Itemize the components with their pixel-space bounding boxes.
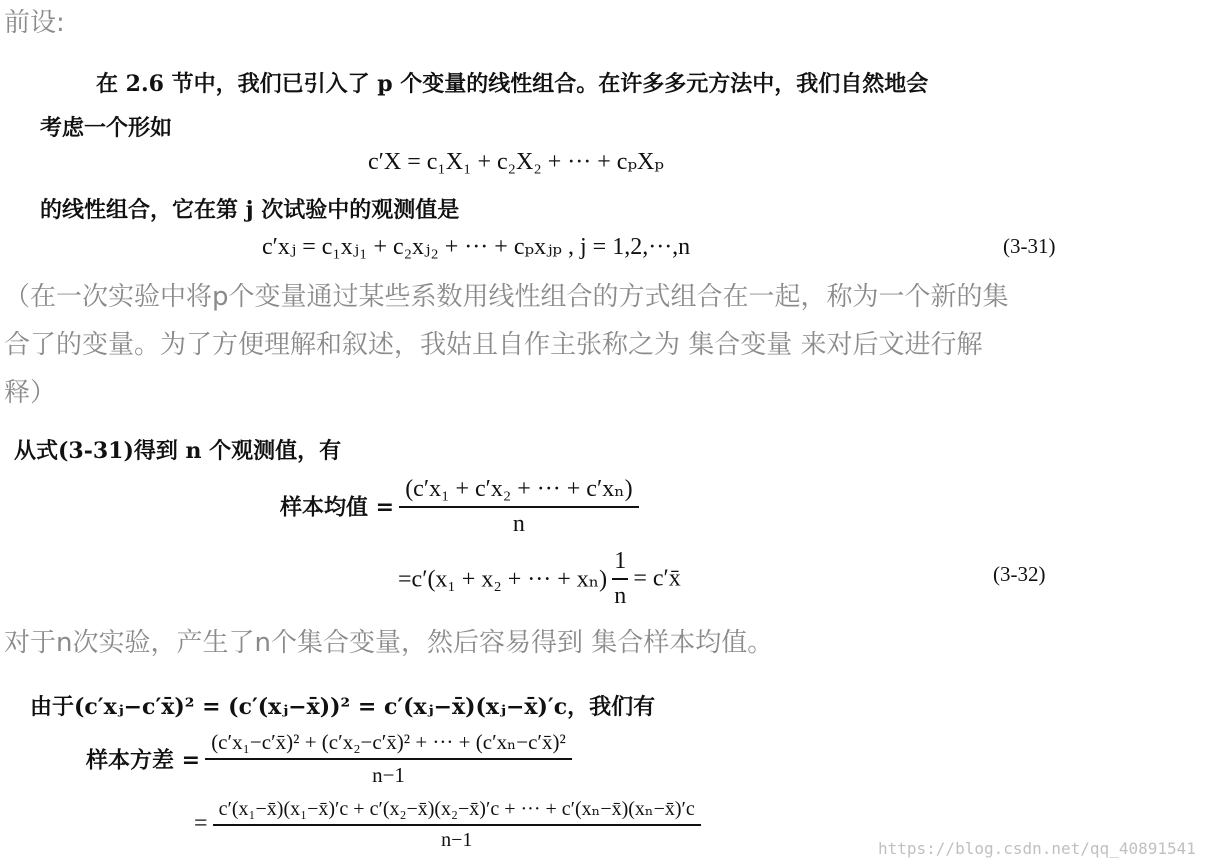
section-label: 前设: <box>4 8 65 38</box>
observation-equation: c′xⱼ = c₁xⱼ₁ + c₂xⱼ₂ + ··· + cₚxⱼₚ , j = 1,2,···,n <box>262 234 691 260</box>
book-since-variance: 由于(c′xⱼ−c′x̄)² = (c′(xⱼ−x̄))² = c′(xⱼ−x̄)(xⱼ−x̄)′c，我们有 <box>30 694 656 720</box>
note-collective-mean: 对于n次实验，产生了n个集合变量，然后容易得到 集合样本均值。 <box>4 628 774 658</box>
sample-mean-fraction <box>399 474 638 538</box>
sample-mean-equation <box>280 474 639 538</box>
sample-mean-denominator: n <box>512 511 525 537</box>
sample-variance-denominator: n−1 <box>372 763 405 787</box>
equation-number-3-32: (3-32) <box>993 562 1046 586</box>
sample-variance-fraction <box>205 730 572 788</box>
sample-mean-numerator: (c′x₁ + c′x₂ + ··· + c′xₙ) <box>399 474 638 508</box>
sample-variance-line2-fraction <box>213 796 701 852</box>
equation-number-3-31: (3-31) <box>1003 234 1056 258</box>
sample-mean-line2-tail: = c′x̄ <box>633 565 681 592</box>
one-over-n-fraction <box>612 548 628 610</box>
sample-variance-line2 <box>194 796 701 852</box>
one-over-n-denominator: n <box>614 583 627 609</box>
watermark: https://blog.csdn.net/qq_40891541 <box>878 839 1196 858</box>
book-paragraph-observation: 的线性组合，它在第 j 次试验中的观测值是 <box>40 197 460 223</box>
sample-mean-line2-lead: =c′(x₁ + x₂ + ··· + xₙ) <box>398 566 608 593</box>
sample-variance-line2-denominator: n−1 <box>441 829 473 851</box>
sample-variance-line2-numerator: c′(x₁−x̄)(x₁−x̄)′c + c′(x₂−x̄)(x₂−x̄)′c + ··· + c′(xₙ−x̄)(xₙ−x̄)′c <box>213 796 701 826</box>
book-intro-observations: 从式(3-31)得到 n 个观测值，有 <box>14 438 342 464</box>
sample-variance-line2-lead: = <box>194 810 208 837</box>
note-line1: （在一次实验中将p个变量通过某些系数用线性组合的方式组合在一起，称为一个新的集 <box>4 282 1009 312</box>
sample-variance-numerator: (c′x₁−c′x̄)² + (c′x₂−c′x̄)² + ··· + (c′xₙ−c′x̄)² <box>205 730 572 760</box>
one-over-n-numerator: 1 <box>612 548 628 580</box>
sample-mean-line2 <box>398 548 681 610</box>
sample-mean-label: 样本均值 = <box>280 494 395 521</box>
note-line2: 合了的变量。为了方便理解和叙述，我姑且自作主张称之为 集合变量 来对后文进行解 <box>4 330 983 360</box>
sample-variance-equation <box>86 730 572 788</box>
book-paragraph-line1: 在 2.6 节中，我们已引入了 p 个变量的线性组合。在许多多元方法中，我们自然地会 <box>96 71 929 97</box>
sample-variance-label: 样本方差 = <box>86 747 201 774</box>
note-line3: 释） <box>4 378 57 408</box>
book-paragraph-line2: 考虑一个形如 <box>40 115 173 141</box>
linear-combination-equation: c′X = c₁X₁ + c₂X₂ + ··· + cₚXₚ <box>368 149 664 175</box>
